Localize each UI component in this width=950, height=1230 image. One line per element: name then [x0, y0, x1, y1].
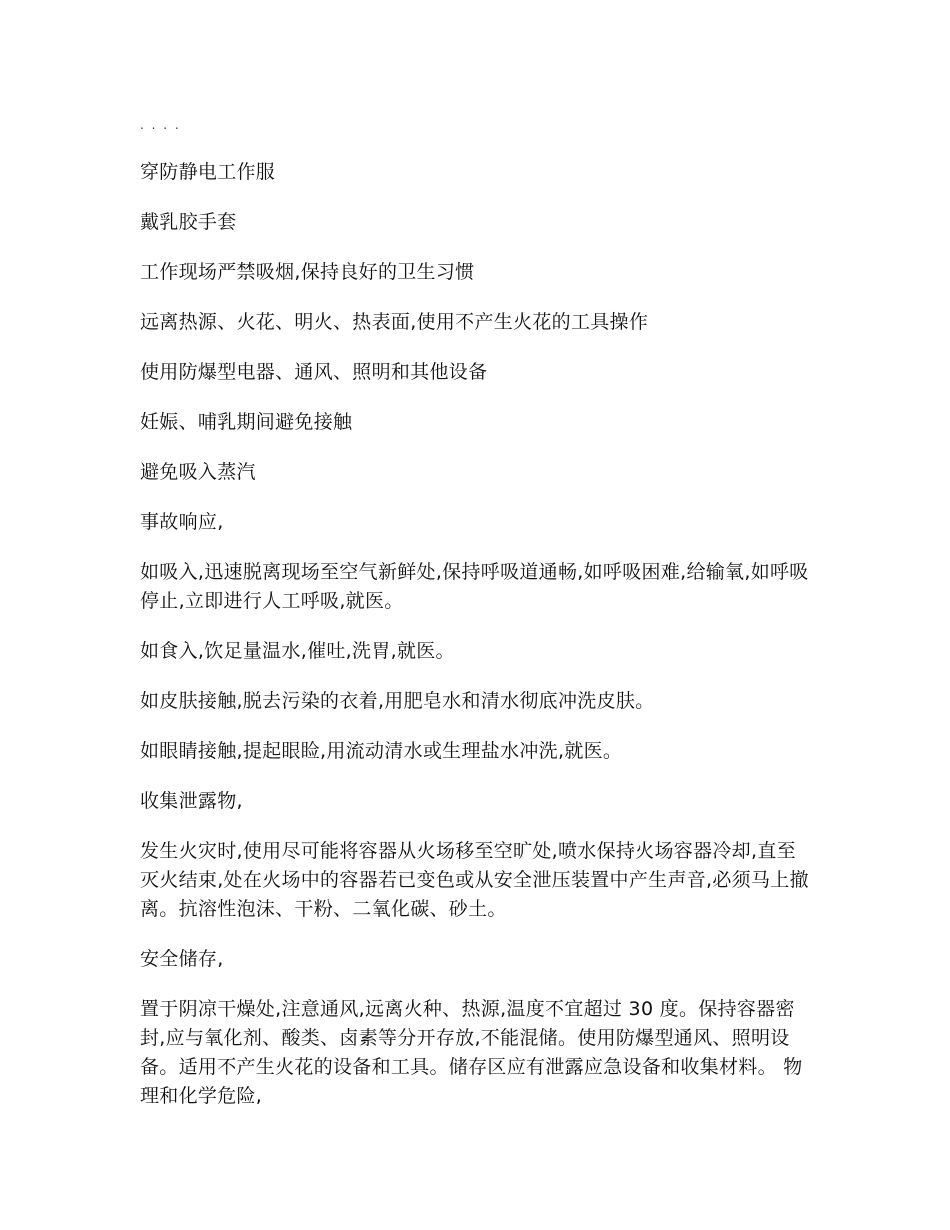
heading-accident-response: 事故响应, — [140, 511, 224, 533]
paragraph-ingestion: 如食入,饮足量温水,催吐,洗胃,就医。 — [140, 640, 455, 662]
paragraph-storage: 置于阴凉干燥处,注意通风,远离火种、热源,温度不宜超过 30 度。保持容器密封,应与氧化剂、酸类、卤素等分开存放,不能混储。使用防爆型通风、照明设备。适用不产生火花的设备和工具。储存区应有泄露应急设备和收集材料。 物理和化学危险, — [140, 998, 803, 1107]
paragraph-antistatic-clothing: 穿防静电工作服 — [140, 161, 276, 183]
document-body — [140, 158, 812, 1132]
paragraph-away-from-heat: 远离热源、火花、明火、热表面,使用不产生火花的工具操作 — [140, 311, 649, 333]
heading-collect-spill: 收集泄露物, — [140, 790, 243, 812]
paragraph-latex-gloves: 戴乳胶手套 — [140, 211, 237, 233]
paragraph-fire: 发生火灾时,使用尽可能将容器从火场移至空旷处,喷水保持火场容器冷却,直至灭火结束,处在火场中的容器若已变色或从安全泄压装置中产生声音,必须马上撤离。抗溶性泡沫、干粉、二氧化碳、砂土。 — [140, 840, 809, 920]
paragraph-skin-contact: 如皮肤接触,脱去污染的衣着,用肥皂水和清水彻底冲洗皮肤。 — [140, 690, 655, 712]
paragraph-eye-contact: 如眼睛接触,提起眼睑,用流动清水或生理盐水冲洗,就医。 — [140, 740, 623, 762]
paragraph-explosion-proof: 使用防爆型电器、通风、照明和其他设备 — [140, 361, 488, 383]
header-dots: . . . . — [140, 118, 181, 132]
paragraph-pregnancy: 妊娠、哺乳期间避免接触 — [140, 411, 353, 433]
heading-safe-storage: 安全储存, — [140, 948, 224, 970]
paragraph-avoid-vapor: 避免吸入蒸汽 — [140, 461, 256, 483]
paragraph-no-smoking: 工作现场严禁吸烟,保持良好的卫生习惯 — [140, 261, 475, 283]
paragraph-inhalation: 如吸入,迅速脱离现场至空气新鲜处,保持呼吸道通畅,如呼吸困难,给输氧,如呼吸停止,立即进行人工呼吸,就医。 — [140, 561, 809, 612]
